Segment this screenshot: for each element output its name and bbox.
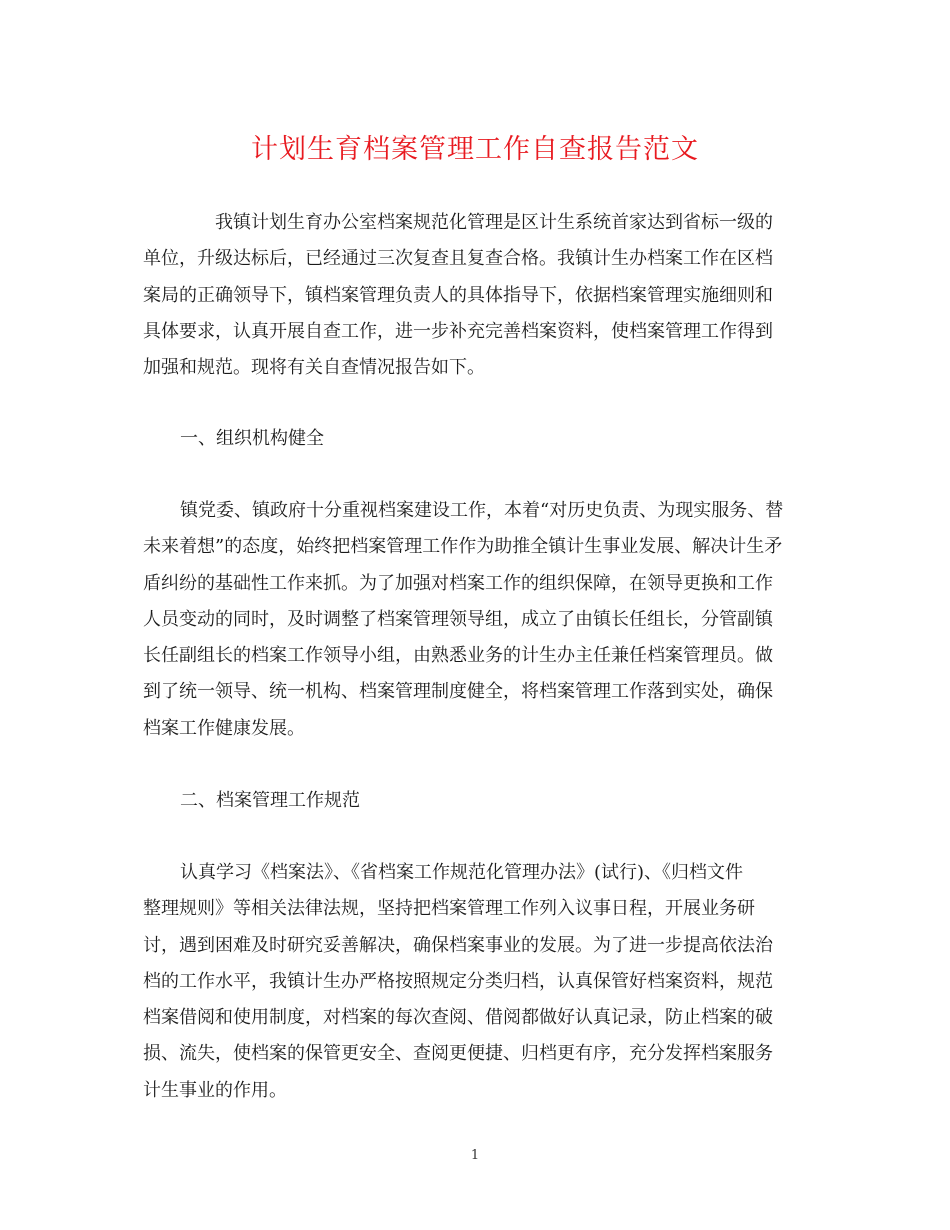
paragraph-line: 档案借阅和使用制度，对档案的每次查阅、借阅都做好认真记录，防止档案的破: [143, 1007, 773, 1029]
document-title: 计划生育档案管理工作自查报告范文: [251, 134, 699, 165]
page-number: 1: [470, 1148, 480, 1163]
paragraph-line: 认真学习《档案法》、《省档案工作规范化管理办法》(试行)、《归档文件: [180, 862, 744, 883]
section-heading: 一、组织机构健全: [180, 428, 324, 449]
paragraph-line: 单位，升级达标后，已经通过三次复查且复查合格。我镇计生办档案工作在区档: [143, 248, 773, 270]
section-heading: 二、档案管理工作规范: [180, 790, 360, 811]
paragraph-line: 盾纠纷的基础性工作来抓。为了加强对档案工作的组织保障，在领导更换和工作: [143, 572, 773, 594]
paragraph-line: 我镇计划生育办公室档案规范化管理是区计生系统首家达到省标一级的: [215, 212, 773, 233]
paragraph-line: 具体要求，认真开展自查工作，进一步补充完善档案资料，使档案管理工作得到: [143, 320, 773, 342]
paragraph-line: 人员变动的同时，及时调整了档案管理领导组，成立了由镇长任组长，分管副镇: [143, 608, 773, 630]
paragraph-line: 档的工作水平，我镇计生办严格按照规定分类归档，认真保管好档案资料，规范: [143, 970, 773, 992]
paragraph-line: 计生事业的作用。: [143, 1079, 287, 1101]
paragraph-line: 长任副组长的档案工作领导小组，由熟悉业务的计生办主任兼任档案管理员。做: [143, 645, 773, 667]
paragraph-line: 讨，遇到困难及时研究妥善解决，确保档案事业的发展。为了进一步提高依法治: [143, 934, 773, 956]
section2-paragraph: [143, 855, 803, 1109]
paragraph-line: 档案工作健康发展。: [143, 717, 305, 739]
section1-paragraph: [143, 493, 803, 747]
paragraph-line: 损、流失，使档案的保管更安全、查阅更便捷、归档更有序，充分发挥档案服务: [143, 1043, 773, 1065]
paragraph-line: 镇党委、镇政府十分重视档案建设工作，本着“对历史负责、为现实服务、替: [180, 500, 784, 521]
paragraph-line: 整理规则》等相关法律法规，坚持把档案管理工作列入议事日程，开展业务研: [143, 898, 755, 920]
paragraph-line: 未来着想”的态度，始终把档案管理工作作为助推全镇计生事业发展、解决计生矛: [143, 536, 783, 558]
paragraph-line: 到了统一领导、统一机构、档案管理制度健全，将档案管理工作落到实处，确保: [143, 681, 773, 703]
paragraph-line: 案局的正确领导下，镇档案管理负责人的具体指导下，依据档案管理实施细则和: [143, 284, 773, 306]
paragraph-line: 加强和规范。现将有关自查情况报告如下。: [143, 357, 485, 379]
intro-paragraph: [143, 205, 803, 386]
